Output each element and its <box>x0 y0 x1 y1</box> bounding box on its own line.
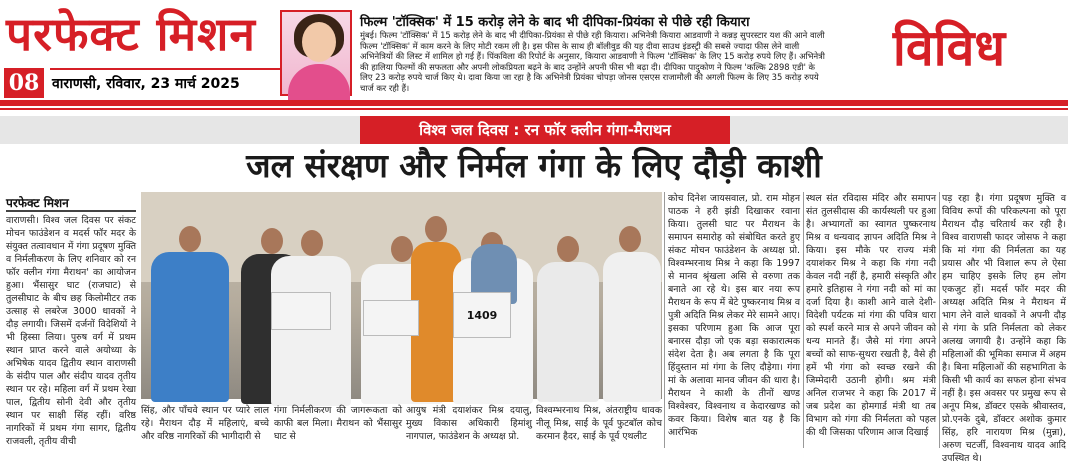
main-headline: जल संरक्षण और निर्मल गंगा के लिए दौड़ी काशी <box>246 146 822 185</box>
photo-person <box>151 252 229 402</box>
photo-caption-text-c: आयुष मंत्री दयाशंकर मिश्र दयालु, मुख्य विकास अधिकारी हिमांशु नागपाल, फाउंडेशन के अध्यक्ष प्रो. <box>406 405 532 442</box>
photo-person <box>537 262 599 402</box>
photo-person <box>603 252 661 402</box>
photo-person <box>271 256 351 406</box>
photo-head <box>391 236 413 262</box>
dateline: वाराणसी, रविवार, 23 मार्च 2025 <box>52 76 240 92</box>
photo-certificate <box>363 300 419 336</box>
masthead-rule <box>50 68 280 70</box>
photo-head <box>557 236 579 262</box>
photo-certificate <box>271 292 331 330</box>
top-rule-thin <box>0 108 1068 110</box>
section-title: विविध <box>892 18 1006 77</box>
article-column-3: स्थल संत रविदास मंदिर और समापन संत तुलसीदास की कार्यस्थली पर हुआ है। अभ्यागतों का स्वागत पुष्करनाथ मिश्र व धन्यवाद ज्ञापन अदिति मिश्र ने किया। इस मौके पर राज्य मंत्री दयाशंकर मिश्र ने कहा कि गंगा नदी केवल नदी नहीं है, हमारी संस्कृति और हमारे इतिहास ने गंगा नदी को मां का दर्जा दिया है। काशी आने वाले देशी-विदेशी पर्यटक मां गंगा की पवित्र धारा को स्पर्श करने मात्र से अपने जीवन को धन्य मानते हैं। जैसे मां गंगा अपने बच्चों को साफ-सुथरा रखती है, वैसे ही हमें भी गंगा को स्वच्छ रखने की जिम्मेदारी उठानी होगी। श्रम मंत्री अनिल राजभर ने कहा कि 2017 में जब प्रदेश का होमगार्ड मंत्री था तब विभाग को गंगा की निर्मलता को पहल की थी जिसका परिणाम आज दिखाई <box>806 193 936 438</box>
photo-head <box>261 228 283 254</box>
photo-head <box>179 226 201 252</box>
column-divider <box>939 192 940 448</box>
column-divider <box>664 192 665 448</box>
photo-dress <box>288 64 350 104</box>
photo-caption-text-a: सिंह, और पाँचवे स्थान पर प्यारे लाल रहे। मैराथन दौड़ में महिलाएं, बच्चे और वरिष्ठ नागरिकों की भागीदारी से <box>141 405 269 442</box>
newspaper-brand: परफेक्ट मिशन <box>6 7 256 61</box>
top-rule <box>0 100 1068 106</box>
photo-face <box>302 22 336 62</box>
article-column-4: पड़ रहा है। गंगा प्रदूषण मुक्ति व विविध रूपों की परिकल्पना को पूरा मैराथन दौड़ चरितार्थ कर रही है। विश्व वाराणसी फादर जोसफ ने कहा कि मां गंगा की निर्मलता का यह प्रयास और भी विशाल रूप ले ऐसा हम चाहिए इसके लिए हम लोग एकजुट हों। मदर्स फॉर मदर की अध्यक्ष अदिति मिश्र ने मैराथन में भाग लेने वाले धावकों ने अपनी दौड़ से गंगा के प्रति निर्मलता को लेकर अलख जगायी है। उन्होंने कहा कि महिलाओं की भूमिका समाज में अहम है। बिना महिलाओं की सहभागिता के किसी भी कार्य का सफल होना संभव नहीं है। इस अवसर पर प्रमुख रूप से अनूप मिश्र, डॉक्टर एसके श्रीवास्तव, प्रो.एनके दुबे, डॉक्टर अशोक कुमार सिंह, हरि नारायण मिश्र (मुन्ना), अरुण चटर्जी, विश्वनाथ यादव आदि उपस्थित थे। <box>942 193 1066 464</box>
top-story-headline: फिल्म 'टॉक्सिक' में 15 करोड़ लेने के बाद भी दीपिका-प्रियंका से पीछे रही कियारा <box>360 15 750 30</box>
article-column-2: कोच दिनेश जायसवाल, प्रो. राम मोहन पाठक ने हरी झंडी दिखाकर रवाना किया। तुलसी घाट पर मैराथन के समापन समारोह को संबोधित करते हुए संकट मोचन फाउंडेशन के अध्यक्ष प्रो. विश्वम्भरनाथ मिश्र ने कहा कि 1997 से मानव श्रृंखला असि से वरुणा तक बनाते आ रहे थे। इस बार नया रूप मैराथन के रूप में बेटे पुष्करनाथ मिश्र व पुत्री अदिति मिश्र लेकर मेरे सामने आए। इसका परिणाम हुआ कि आज पूरा बनारस दौड़ा जो एक बड़ा सकारात्मक संदेश देता है। अब लगता है कि पूरा हिंदुस्तान मां गंगा के लिए दौड़ेगा। गंगा मां के अलावा मानव जीवन की धारा है। मैराथन ने काशी के तीनों खण्ड विश्वेश्वर, विश्वनाथ व केदारखण्ड को कवर किया। विशेष बात यह है कि आरंभिक <box>668 193 800 438</box>
page-number: 08 <box>4 68 44 98</box>
top-story-body: मुंबई। फिल्म 'टॉक्सिक' में 15 करोड़ लेने के बाद भी दीपिका-प्रियंका से पीछे रही कियारा। अभिनेत्री कियारा आडवाणी ने कन्नड़ सुपरस्टार यश की आने वाली फिल्म 'टॉक्सिक' में काम करने के लिए मोटी रकम ली है। इस फीस के साथ ही बॉलीवुड की यह दीवा साउथ इंडस्ट्री की सबसे ज्यादा फीस लेने वाली अभिनेत्रियों की लिस्ट में शामिल हो गई हैं। पिंकविला की रिपोर्ट के अनुसार, कियारा आडवाणी ने फिल्म 'टॉक्सिक' के लिए 15 करोड़ रुपये लिए हैं। अभिनेत्री की हालिया फिल्मों की सफलता और अपनी लोकप्रियता बढ़ने के बाद उन्होंने अपनी फीस भी बढ़ा दी। दीपिका पादुकोण ने फिल्म 'कल्कि 2898 एडी' के लिए 23 करोड़ रुपये चार्ज किए थे। दावा किया जा रहा है कि अभिनेत्री प्रियंका चोपड़ा जोनस एसएस राजामौली की अगली फिल्म के लिए 35 करोड़ रुपये चार्ज कर रही हैं। <box>360 30 825 93</box>
article-column-1: वाराणसी। विश्व जल दिवस पर संकट मोचन फाउंडेशन व मदर्स फॉर मदर के संयुक्त तत्वावधान में गंगा प्रदूषण मुक्ति व निर्मलीकरण के लिए शनिवार को रन फॉर क्लीन गंगा मैराथन' का आयोजन हुआ। भैंसासुर घाट (राजघाट) से तुलसीघाट के बीच छह किलोमीटर तक उत्साह से लबरेज 3000 धावकों ने दौड़ लगायी। जिसमें दर्जनों विदेशियों ने भी हिस्सा लिया। पुरुष वर्ग में प्रथम स्थान प्राप्त करने वाले अयोध्या के अभिषेक यादव द्वितीय स्थान वाराणसी के संदीप पाल और संदीप यादव तृतीय स्थान पर रहे। महिला वर्ग में प्रथम रेखा पाल, द्वितीय सोनी देवी और तृतीय स्थान पर साक्षी सिंह रहीं। वरिष्ठ नागरिकों में प्रथम गंगा सागर, द्वितीय राजवली, तृतीय वीची <box>6 215 136 447</box>
photo-bib-number: 1409 <box>453 292 511 338</box>
byline-rule <box>6 210 136 212</box>
masthead <box>0 0 1068 103</box>
marathon-photo <box>141 192 662 399</box>
byline: परफेक्ट मिशन <box>6 196 69 210</box>
kicker: विश्व जल दिवस : रन फॉर क्लीन गंगा-मैराथन <box>360 116 730 144</box>
photo-head <box>619 226 641 252</box>
photo-caption-text-b: गंगा निर्मलीकरण की जागरूकता को काफी बल मिला। मैराथन को भैंसासुर घाट से <box>274 405 402 442</box>
actress-photo <box>280 10 352 96</box>
photo-head <box>301 230 323 256</box>
photo-caption-text-d: विश्वम्भरनाथ मिश्र, अंतराष्ट्रीय धावक नीलू मिश्र, साई के पूर्व फुटबाॅल कोच करमान हैदर, साई के पूर्व एथलीट <box>536 405 662 442</box>
column-divider <box>803 192 804 448</box>
photo-head <box>425 216 447 242</box>
